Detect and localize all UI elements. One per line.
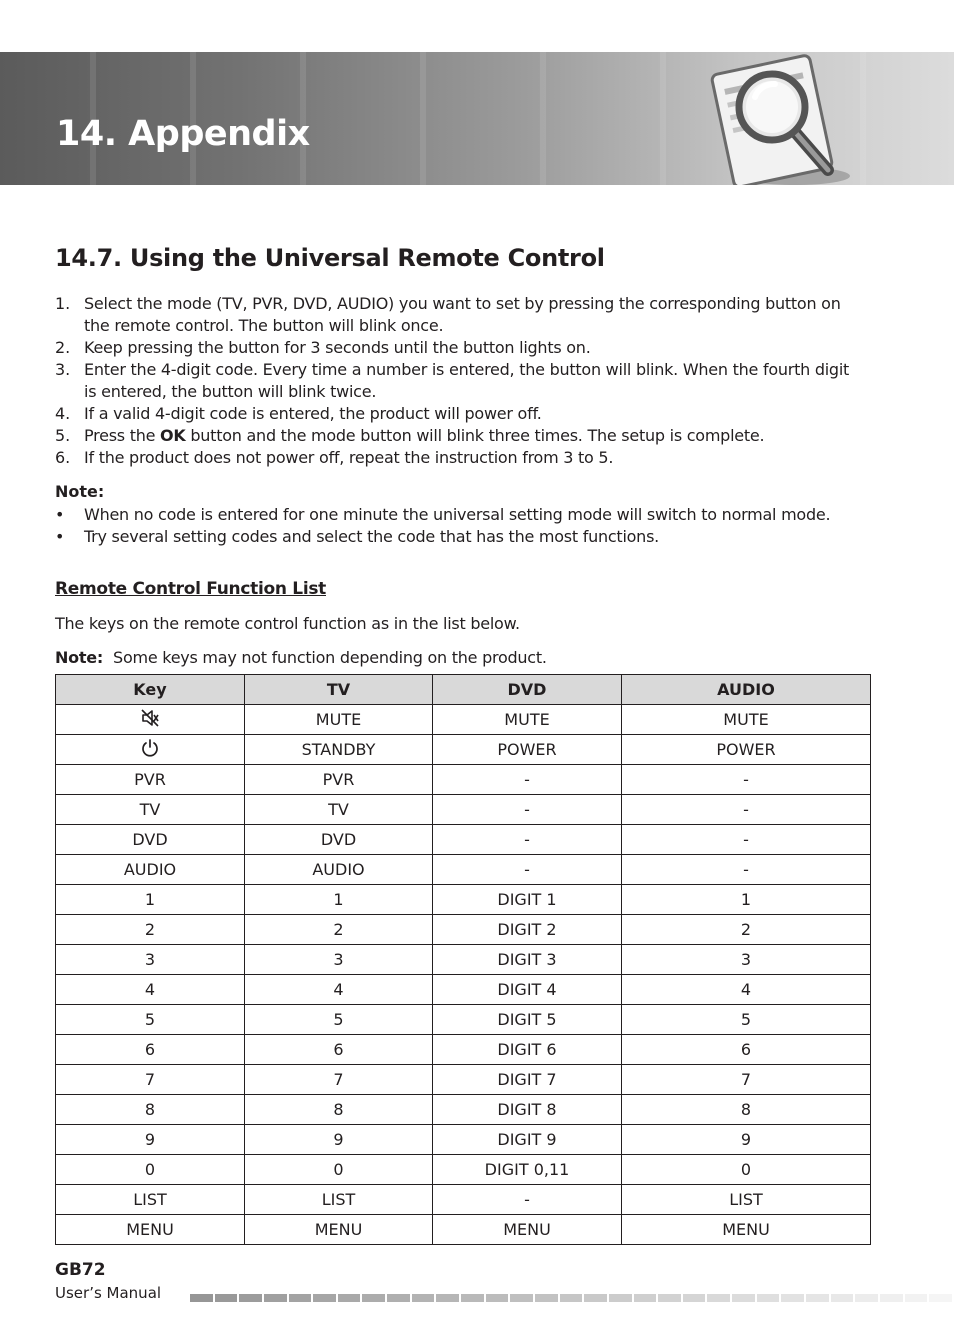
dvd-cell: MENU — [433, 1215, 622, 1245]
step-text-after: button and the mode button will blink three times. The setup is complete. — [185, 426, 765, 445]
audio-cell: 2 — [622, 915, 871, 945]
dvd-cell: - — [433, 825, 622, 855]
audio-cell: MENU — [622, 1215, 871, 1245]
table-row — [56, 825, 871, 855]
tv-cell: 2 — [245, 915, 433, 945]
footer-bar-segment — [781, 1294, 804, 1302]
step-number: 4. — [55, 404, 71, 423]
key-cell: 6 — [56, 1035, 245, 1065]
note-label: Note: — [55, 648, 104, 667]
column-header-dvd: DVD — [433, 675, 622, 705]
footer-bar-segment — [658, 1294, 681, 1302]
note-list — [55, 504, 865, 548]
footer-bar-segment — [806, 1294, 829, 1302]
footer-bar-segment — [362, 1294, 385, 1302]
magnifier-document-icon — [700, 52, 880, 185]
page-title: 14. Appendix — [56, 114, 310, 154]
tv-cell: 7 — [245, 1065, 433, 1095]
table-body — [56, 705, 871, 1245]
footer-bar-segment — [264, 1294, 287, 1302]
audio-cell: 3 — [622, 945, 871, 975]
tv-cell: TV — [245, 795, 433, 825]
audio-cell: 7 — [622, 1065, 871, 1095]
tv-cell: STANDBY — [245, 735, 433, 765]
footer-bar-segment — [239, 1294, 262, 1302]
footer-bar-segment — [338, 1294, 361, 1302]
key-cell: 2 — [56, 915, 245, 945]
dvd-cell: - — [433, 855, 622, 885]
key-cell: 7 — [56, 1065, 245, 1095]
audio-cell: POWER — [622, 735, 871, 765]
table-row — [56, 765, 871, 795]
table-row — [56, 705, 871, 735]
manual-label: User’s Manual — [55, 1284, 162, 1302]
step-item — [55, 447, 865, 469]
table-row — [56, 1095, 871, 1125]
bullet-marker: • — [55, 527, 65, 546]
dvd-cell: DIGIT 8 — [433, 1095, 622, 1125]
footer-bar-segment — [313, 1294, 336, 1302]
footer-bar-segment — [905, 1294, 928, 1302]
footer-bar-segment — [929, 1294, 952, 1302]
footer-bar-segment — [190, 1294, 213, 1302]
footer-bar-segment — [436, 1294, 459, 1302]
table-row — [56, 795, 871, 825]
step-item — [55, 359, 865, 403]
footer-bar-segment — [855, 1294, 878, 1302]
audio-cell: 9 — [622, 1125, 871, 1155]
table-row — [56, 1065, 871, 1095]
function-table — [55, 674, 871, 1245]
key-cell — [56, 735, 245, 765]
audio-cell: LIST — [622, 1185, 871, 1215]
step-number: 6. — [55, 448, 71, 467]
step-item — [55, 403, 865, 425]
footer-bar-segment — [486, 1294, 509, 1302]
dvd-cell: DIGIT 9 — [433, 1125, 622, 1155]
tv-cell: MENU — [245, 1215, 433, 1245]
audio-cell: MUTE — [622, 705, 871, 735]
step-text: Select the mode (TV, PVR, DVD, AUDIO) you want to set by pressing the corresponding button on the remote control. The button will blink once. — [84, 294, 841, 335]
step-text: Enter the 4-digit code. Every time a number is entered, the button will blink. When the fourth digit is entered, the button will blink twice. — [84, 360, 850, 401]
power-icon — [140, 738, 160, 762]
bullet-marker: • — [55, 505, 65, 524]
key-cell: 3 — [56, 945, 245, 975]
note-label: Note: — [55, 482, 105, 501]
footer-bar-segment — [584, 1294, 607, 1302]
audio-cell: - — [622, 855, 871, 885]
audio-cell: 5 — [622, 1005, 871, 1035]
footer-bar-segment — [757, 1294, 780, 1302]
tv-cell: PVR — [245, 765, 433, 795]
key-cell: 8 — [56, 1095, 245, 1125]
key-cell — [56, 705, 245, 735]
dvd-cell: DIGIT 4 — [433, 975, 622, 1005]
dvd-cell: DIGIT 1 — [433, 885, 622, 915]
instruction-steps — [55, 293, 865, 469]
tv-cell: 6 — [245, 1035, 433, 1065]
step-item — [55, 425, 865, 447]
audio-cell: - — [622, 765, 871, 795]
ok-key-label: OK — [160, 426, 186, 445]
audio-cell: 4 — [622, 975, 871, 1005]
dvd-cell: DIGIT 5 — [433, 1005, 622, 1035]
audio-cell: 0 — [622, 1155, 871, 1185]
step-text: Keep pressing the button for 3 seconds until the button lights on. — [84, 338, 591, 357]
step-text: If the product does not power off, repeat the instruction from 3 to 5. — [84, 448, 614, 467]
step-number: 1. — [55, 294, 71, 313]
dvd-cell: DIGIT 2 — [433, 915, 622, 945]
audio-cell: - — [622, 825, 871, 855]
footer-bar-segment — [535, 1294, 558, 1302]
dvd-cell: MUTE — [433, 705, 622, 735]
key-cell: 1 — [56, 885, 245, 915]
dvd-cell: POWER — [433, 735, 622, 765]
footer-bar-segment — [880, 1294, 903, 1302]
tv-cell: 9 — [245, 1125, 433, 1155]
column-header-audio: AUDIO — [622, 675, 871, 705]
audio-cell: 6 — [622, 1035, 871, 1065]
step-item — [55, 293, 865, 337]
note-item — [55, 504, 865, 526]
note-text: When no code is entered for one minute the universal setting mode will switch to normal mode. — [84, 505, 831, 524]
footer-bar-segment — [510, 1294, 533, 1302]
table-row — [56, 975, 871, 1005]
step-text: If a valid 4-digit code is entered, the product will power off. — [84, 404, 542, 423]
tv-cell: MUTE — [245, 705, 433, 735]
key-cell: 5 — [56, 1005, 245, 1035]
footer-bar-segment — [732, 1294, 755, 1302]
footer-bar-segment — [707, 1294, 730, 1302]
table-row — [56, 1155, 871, 1185]
table-header-row — [56, 675, 871, 705]
step-number: 3. — [55, 360, 71, 379]
footer-bar-segment — [634, 1294, 657, 1302]
footer-bar-segment — [289, 1294, 312, 1302]
key-cell: DVD — [56, 825, 245, 855]
audio-cell: 8 — [622, 1095, 871, 1125]
function-list-note — [55, 648, 547, 667]
table-row — [56, 1035, 871, 1065]
table-row — [56, 1005, 871, 1035]
dvd-cell: DIGIT 6 — [433, 1035, 622, 1065]
table-row — [56, 885, 871, 915]
tv-cell: 0 — [245, 1155, 433, 1185]
footer-bar-segment — [461, 1294, 484, 1302]
key-cell: 4 — [56, 975, 245, 1005]
table-row — [56, 855, 871, 885]
dvd-cell: - — [433, 765, 622, 795]
footer-bar-segment — [831, 1294, 854, 1302]
header-banner — [0, 52, 954, 185]
step-text — [84, 425, 865, 447]
dvd-cell: DIGIT 7 — [433, 1065, 622, 1095]
note-item — [55, 526, 865, 548]
step-number: 2. — [55, 338, 71, 357]
footer-decoration — [190, 1294, 954, 1302]
key-cell: 0 — [56, 1155, 245, 1185]
note-text: Some keys may not function depending on the product. — [113, 648, 547, 667]
tv-cell: 1 — [245, 885, 433, 915]
dvd-cell: DIGIT 0,11 — [433, 1155, 622, 1185]
mute-icon — [140, 708, 160, 732]
footer-bar-segment — [683, 1294, 706, 1302]
table-row — [56, 915, 871, 945]
audio-cell: - — [622, 795, 871, 825]
footer-bar-segment — [609, 1294, 632, 1302]
dvd-cell: - — [433, 1185, 622, 1215]
column-header-tv: TV — [245, 675, 433, 705]
key-cell: MENU — [56, 1215, 245, 1245]
table-row — [56, 1185, 871, 1215]
tv-cell: 3 — [245, 945, 433, 975]
table-row — [56, 1215, 871, 1245]
model-name: GB72 — [55, 1260, 106, 1280]
tv-cell: 4 — [245, 975, 433, 1005]
column-header-key: Key — [56, 675, 245, 705]
tv-cell: DVD — [245, 825, 433, 855]
table-row — [56, 945, 871, 975]
tv-cell: 8 — [245, 1095, 433, 1125]
note-text: Try several setting codes and select the code that has the most functions. — [84, 527, 659, 546]
tv-cell: LIST — [245, 1185, 433, 1215]
step-item — [55, 337, 865, 359]
dvd-cell: - — [433, 795, 622, 825]
audio-cell: 1 — [622, 885, 871, 915]
tv-cell: AUDIO — [245, 855, 433, 885]
key-cell: TV — [56, 795, 245, 825]
key-cell: 9 — [56, 1125, 245, 1155]
key-cell: PVR — [56, 765, 245, 795]
table-row — [56, 1125, 871, 1155]
key-cell: LIST — [56, 1185, 245, 1215]
table-row — [56, 735, 871, 765]
step-text-before: Press the — [84, 426, 161, 445]
key-cell: AUDIO — [56, 855, 245, 885]
function-list-intro: The keys on the remote control function as in the list below. — [55, 614, 520, 633]
dvd-cell: DIGIT 3 — [433, 945, 622, 975]
tv-cell: 5 — [245, 1005, 433, 1035]
section-title: 14.7. Using the Universal Remote Control — [55, 244, 605, 272]
function-list-title: Remote Control Function List — [55, 579, 326, 599]
footer-bar-segment — [560, 1294, 583, 1302]
footer-bar-segment — [215, 1294, 238, 1302]
step-number: 5. — [55, 426, 71, 445]
footer-bar-segment — [387, 1294, 410, 1302]
footer-bar-segment — [412, 1294, 435, 1302]
